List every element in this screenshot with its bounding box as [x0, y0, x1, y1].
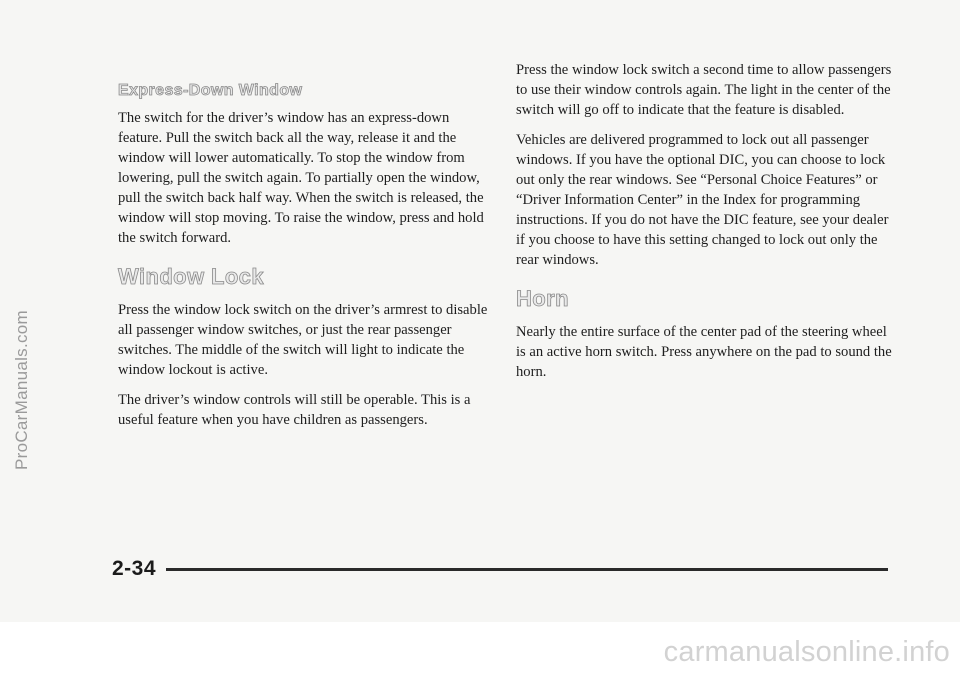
side-watermark: ProCarManuals.com — [12, 309, 31, 471]
bottom-watermark: carmanualsonline.info — [663, 636, 950, 668]
footer-rule — [166, 568, 888, 571]
paragraph-window-lock: Press the window lock switch on the driver’s armrest to disable all passenger window switches, or just the rear passenger switches. The middle of the switch will light to indicate the window lockout is active. — [118, 302, 488, 378]
paragraph-horn: Nearly the entire surface of the center pad of the steering wheel is an active horn switch. Press anywhere on the pad to sound the horn. — [516, 324, 892, 380]
paragraph-lock-second-time: Press the window lock switch a second time to allow passengers to use their window controls again. The light in the center of the switch will go off to indicate that the feature is disabled. — [516, 62, 892, 118]
heading-express-down-window: Express-Down Window — [118, 82, 303, 99]
paragraph-express-down: The switch for the driver’s window has an express-down feature. Pull the switch back all the way, release it and the window will lower automatically. To stop the window from lowering, pull the switch again. To partially open the window, pull the switch back half way. When the switch is released, the window will stop moving. To raise the window, press and hold the switch forward. — [118, 110, 484, 246]
left-column — [118, 60, 490, 440]
paragraph-driver-controls: The driver’s window controls will still be operable. This is a useful feature when you have children as passengers. — [118, 392, 471, 428]
page-number: 2-34 — [112, 557, 157, 580]
paragraph-vehicles-delivered: Vehicles are delivered programmed to lock out all passenger windows. If you have the optional DIC, you can choose to lock out only the rear windows. See “Personal Choice Features” or “Driver Information Center” in the Index for programming instructions. If you do not have the DIC feature, see your dealer if you choose to have this setting changed to lock out only the rear windows. — [516, 132, 889, 268]
heading-horn: Horn — [516, 286, 569, 311]
heading-window-lock: Window Lock — [118, 264, 264, 289]
right-column — [516, 60, 896, 392]
